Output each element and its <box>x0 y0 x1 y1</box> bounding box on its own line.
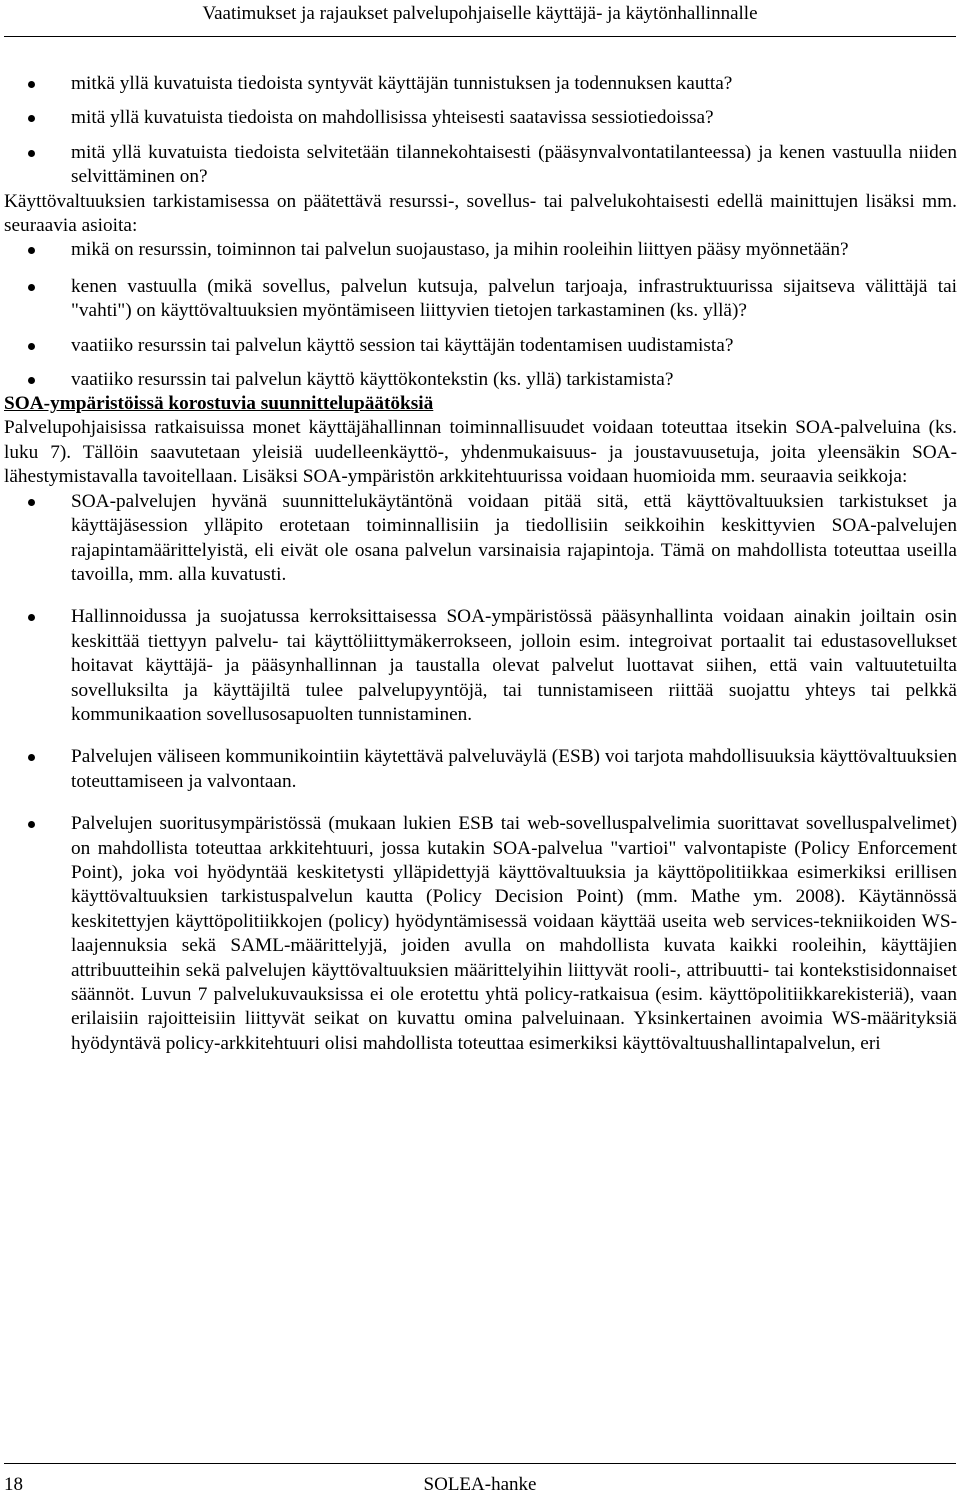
list-item: mitkä yllä kuvatuista tiedoista syntyvät käyttäjän tunnistuksen ja todennuksen kautta? <box>4 72 957 96</box>
list-item: mikä on resurssin, toiminnon tai palvelun suojaustaso, ja mihin rooleihin liittyen pääsy myönnetään? <box>4 238 957 262</box>
list-item: Palvelujen väliseen kommunikointiin käytettävä palveluväylä (ESB) voi tarjota mahdollisuuksia käyttövaltuuksien toteuttamiseen ja valvontaan. <box>4 745 957 794</box>
bullet-icon <box>28 247 35 254</box>
list-item: vaatiiko resurssin tai palvelun käyttö session tai käyttäjän todentamisen uudistamista? <box>4 334 957 358</box>
bullet-icon <box>28 614 35 621</box>
bullet-icon <box>28 343 35 350</box>
footer-rule <box>4 1463 956 1464</box>
header-rule <box>4 36 956 37</box>
footer-project-label: SOLEA-hanke <box>423 1474 537 1495</box>
list-item: vaatiiko resurssin tai palvelun käyttö käyttökontekstin (ks. yllä) tarkistamista? <box>4 368 957 392</box>
bullet-icon <box>28 284 35 291</box>
bullet-list-soa-decisions <box>4 490 957 1057</box>
document-body <box>4 72 957 1056</box>
bullet-icon <box>28 115 35 122</box>
bullet-icon <box>28 821 35 828</box>
list-item: Hallinnoidussa ja suojatussa kerroksittaisessa SOA-ympäristössä pääsynhallinta voidaan ainakin joiltain osin keskittää tiettyyn palvelu- tai käyttöliittymäkerrokseen, jolloin esim. integroivat portaalit tai edustasovellukset hoitavat käyttäjä- ja pääsynhallinnan ja taustalla olevat palvelut luottavat siihen, että vain valtuutetuilta sovelluksilta ja käyttäjiltä tulee palvelupyyntöjä, tai tunnistamiseen riittää suojattu yhteys tai pelkkä kommunikaation sovellusosapuolten tunnistaminen. <box>4 605 957 727</box>
bullet-icon <box>28 499 35 506</box>
bullet-list-authorization <box>4 238 957 392</box>
list-item: SOA-palvelujen hyvänä suunnittelukäytäntönä voidaan pitää sitä, että käyttövaltuuksien tarkistukset ja käyttäjäsession ylläpito erotetaan toiminnallisiin ja tiedollisiin seikkoihin keskittyvien SOA-palvelujen rajapintamäärittelyistä, eli eivät ole osana palvelun varsinaisia rajapintoja. Tämä on mahdollista toteuttaa useilla tavoilla, mm. alla kuvatusti. <box>4 490 957 588</box>
list-item: Palvelujen suoritusympäristössä (mukaan lukien ESB tai web-sovelluspalvelimia suorittavat sovelluspalvelimet) on mahdollista toteuttaa arkkitehtuuri, jossa kutakin SOA-palvelua "vartioi" valvontapiste (Policy Enforcement Point), joka voi hyödyntää keskitetysti ylläpidettyjä käyttövaltuuksia ja käyttöpolitiikkaa esimerkiksi erillisen käyttövaltuuksien tarkistuspalvelun kautta (Policy Decision Point) (mm. Mathe ym. 2008). Käytännössä keskitettyjen käyttöpolitiikkojen (policy) hyödyntämisessä voidaan käyttää useita web services-tekniikoiden WS-laajennuksia sekä SAML-määrittelyjä, joiden avulla on mahdollista kuvata kaikki rooleihin, käyttäjien attribuutteihin sekä palvelujen käyttövaltuuksien määrittelyihin liittyvät rooli-, attribuutti- tai kontekstisidonnaiset säännöt. Luvun 7 palvelukuvauksissa ei ole erotettu yhtä policy-ratkaisua (esim. käyttöpolitiikkarekisteriä), vaan erilaisiin rajoitteisiin liittyvät seikat on kuvattu omina palveluinaan. Yksinkertainen avoimia WS-määrityksiä hyödyntävä policy-arkkitehtuuri olisi mahdollista toteuttaa esimerkiksi käyttövaltuushallintapalvelun, eri <box>4 812 957 1056</box>
paragraph-authorization-checks: Käyttövaltuuksien tarkistamisessa on päätettävä resurssi-, sovellus- tai palvelukohtaisesti edellä mainittujen lisäksi mm. seuraavia asioita: <box>4 190 957 237</box>
list-item: mitä yllä kuvatuista tiedoista selvitetään tilannekohtaisesti (pääsynvalvontatilanteessa) ja kenen vastuulla niiden selvittäminen on? <box>4 141 957 190</box>
bullet-icon <box>28 81 35 88</box>
list-item: mitä yllä kuvatuista tiedoista on mahdollisissa yhteisesti saatavissa sessiotiedoissa? <box>4 106 957 130</box>
running-header: Vaatimukset ja rajaukset palvelupohjaiselle käyttäjä- ja käytönhallinnalle <box>202 3 758 24</box>
bullet-icon <box>28 150 35 157</box>
section-heading: SOA-ympäristöissä korostuvia suunnittelupäätöksiä <box>4 393 434 415</box>
page-number: 18 <box>4 1474 23 1495</box>
bullet-list-identification <box>4 72 957 190</box>
list-item: kenen vastuulla (mikä sovellus, palvelun kutsuja, palvelun tarjoaja, infrastruktuurissa sijaitseva välittäjä tai "vahti") on käyttövaltuuksien myöntämiseen liittyvien tietojen tarkastaminen (ks. yllä)? <box>4 275 957 324</box>
paragraph-section-intro: Palvelupohjaisissa ratkaisuissa monet käyttäjähallinnan toiminnallisuudet voidaan toteuttaa itsekin SOA-palveluina (ks. luku 7). Tällöin saavutetaan yleisiä uudelleenkäyttö-, yhdenmukaisuus- ja joustavuusetuja, joita yleensäkin SOA-lähestymistavalla tavoitellaan. Lisäksi SOA-ympäristön arkkitehtuurissa voidaan huomioida mm. seuraavia seikkoja: <box>4 417 957 488</box>
bullet-icon <box>28 377 35 384</box>
bullet-icon <box>28 754 35 761</box>
